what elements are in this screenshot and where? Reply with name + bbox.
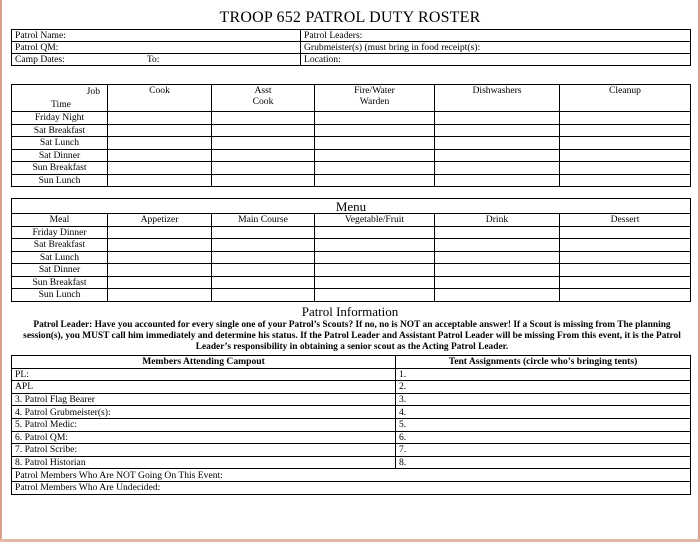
patrol-qm-field[interactable]: Patrol QM: xyxy=(12,42,301,54)
menu-row xyxy=(12,264,691,277)
roster-cell[interactable] xyxy=(108,112,212,125)
menu-col-header: Appetizer xyxy=(108,214,212,227)
member-field[interactable]: APL xyxy=(12,381,396,394)
roster-row xyxy=(12,149,691,162)
member-field[interactable]: 6. Patrol QM: xyxy=(12,431,396,444)
time-label: Time xyxy=(51,99,71,110)
menu-row xyxy=(12,239,691,252)
menu-cell[interactable] xyxy=(108,289,212,302)
menu-cell[interactable] xyxy=(315,226,435,239)
roster-row-label: Sat Breakfast xyxy=(12,124,108,137)
tent-slot[interactable]: 5. xyxy=(396,418,691,431)
roster-cell[interactable] xyxy=(212,137,315,150)
roster-cell[interactable] xyxy=(560,174,691,187)
roster-row xyxy=(12,162,691,175)
page-border-left xyxy=(0,0,2,542)
menu-col-header: Main Course xyxy=(212,214,315,227)
roster-cell[interactable] xyxy=(315,137,435,150)
roster-cell[interactable] xyxy=(315,174,435,187)
menu-cell[interactable] xyxy=(560,289,691,302)
tent-slot[interactable]: 1. xyxy=(396,368,691,381)
menu-row-label: Sun Lunch xyxy=(12,289,108,302)
menu-cell[interactable] xyxy=(560,264,691,277)
roster-col-header xyxy=(435,85,560,112)
roster-col-header xyxy=(212,85,315,112)
menu-cell[interactable] xyxy=(212,264,315,277)
tent-slot[interactable]: 7. xyxy=(396,444,691,457)
menu-cell[interactable] xyxy=(212,226,315,239)
patrol-name-field[interactable]: Patrol Name: xyxy=(12,30,301,42)
roster-cell[interactable] xyxy=(108,149,212,162)
roster-row xyxy=(12,174,691,187)
tent-assignments-header: Tent Assignments (circle who’s bringing tents) xyxy=(396,356,691,369)
roster-cell[interactable] xyxy=(560,149,691,162)
roster-cell[interactable] xyxy=(435,124,560,137)
menu-cell[interactable] xyxy=(435,251,560,264)
roster-row-label: Sat Dinner xyxy=(12,149,108,162)
menu-cell[interactable] xyxy=(560,239,691,252)
tent-slot[interactable]: 4. xyxy=(396,406,691,419)
roster-cell[interactable] xyxy=(560,162,691,175)
menu-cell[interactable] xyxy=(212,276,315,289)
roster-row-label: Sun Lunch xyxy=(12,174,108,187)
roster-cell[interactable] xyxy=(315,162,435,175)
roster-row-label: Friday Night xyxy=(12,112,108,125)
roster-col-header xyxy=(108,85,212,112)
col-header-line: Warden xyxy=(359,96,390,107)
menu-row xyxy=(12,276,691,289)
camp-dates-label: Camp Dates: xyxy=(15,54,65,65)
members-attending-header: Members Attending Campout xyxy=(12,356,396,369)
member-field[interactable]: 8. Patrol Historian xyxy=(12,456,396,469)
member-field[interactable]: 5. Patrol Medic: xyxy=(12,418,396,431)
roster-cell[interactable] xyxy=(108,124,212,137)
duty-roster-table xyxy=(11,84,691,187)
menu-cell[interactable] xyxy=(315,289,435,302)
menu-cell[interactable] xyxy=(315,264,435,277)
menu-cell[interactable] xyxy=(435,289,560,302)
menu-cell[interactable] xyxy=(435,276,560,289)
member-field[interactable]: PL: xyxy=(12,368,396,381)
menu-table xyxy=(11,198,691,302)
col-header-line: Cook xyxy=(252,96,274,107)
tent-slot[interactable]: 3. xyxy=(396,393,691,406)
location-field[interactable]: Location: xyxy=(301,54,691,66)
menu-cell[interactable] xyxy=(212,289,315,302)
menu-row-label: Sat Lunch xyxy=(12,251,108,264)
menu-cell[interactable] xyxy=(560,276,691,289)
menu-title: Menu xyxy=(12,199,691,214)
tent-slot[interactable]: 8. xyxy=(396,456,691,469)
roster-row-label: Sun Breakfast xyxy=(12,162,108,175)
roster-cell[interactable] xyxy=(315,149,435,162)
menu-cell[interactable] xyxy=(108,264,212,277)
menu-row xyxy=(12,251,691,264)
menu-cell[interactable] xyxy=(560,226,691,239)
camp-dates-field[interactable] xyxy=(12,54,301,66)
patrol-info-table xyxy=(11,29,691,66)
menu-col-header: Vegetable/Fruit xyxy=(315,214,435,227)
roster-cell[interactable] xyxy=(315,124,435,137)
menu-col-header: Drink xyxy=(435,214,560,227)
roster-cell[interactable] xyxy=(315,112,435,125)
roster-cell[interactable] xyxy=(435,162,560,175)
roster-cell[interactable] xyxy=(212,124,315,137)
roster-row xyxy=(12,137,691,150)
patrol-information-title: Patrol Information xyxy=(301,304,399,319)
menu-row-label: Sun Breakfast xyxy=(12,276,108,289)
roster-row xyxy=(12,124,691,137)
roster-cell[interactable] xyxy=(560,124,691,137)
col-header-line: Cook xyxy=(149,85,170,96)
menu-cell[interactable] xyxy=(108,226,212,239)
col-header-line: Dishwashers xyxy=(472,85,522,96)
member-field[interactable]: 7. Patrol Scribe: xyxy=(12,444,396,457)
menu-row-label: Friday Dinner xyxy=(12,226,108,239)
roster-cell[interactable] xyxy=(435,174,560,187)
roster-cell[interactable] xyxy=(212,112,315,125)
roster-cell[interactable] xyxy=(212,162,315,175)
col-header-line: Asst xyxy=(254,85,272,96)
roster-cell[interactable] xyxy=(560,112,691,125)
menu-cell[interactable] xyxy=(315,251,435,264)
job-label: Job xyxy=(86,86,100,97)
menu-cell[interactable] xyxy=(108,251,212,264)
roster-row-label: Sat Lunch xyxy=(12,137,108,150)
roster-cell[interactable] xyxy=(108,137,212,150)
menu-cell[interactable] xyxy=(212,239,315,252)
member-field[interactable]: 4. Patrol Grubmeister(s): xyxy=(12,406,396,419)
roster-cell[interactable] xyxy=(560,137,691,150)
document-title: TROOP 652 PATROL DUTY ROSTER xyxy=(219,9,481,26)
menu-cell[interactable] xyxy=(315,276,435,289)
tent-slot[interactable]: 2. xyxy=(396,381,691,394)
menu-col-header: Dessert xyxy=(560,214,691,227)
menu-cell[interactable] xyxy=(108,239,212,252)
col-header-line: Fire/Water xyxy=(354,85,395,96)
patrol-leaders-field[interactable]: Patrol Leaders: xyxy=(301,30,691,42)
menu-row-label: Sat Dinner xyxy=(12,264,108,277)
roster-cell[interactable] xyxy=(435,112,560,125)
members-table xyxy=(11,355,691,495)
roster-cell[interactable] xyxy=(108,174,212,187)
roster-cell[interactable] xyxy=(212,149,315,162)
menu-cell[interactable] xyxy=(435,226,560,239)
menu-row-label: Sat Breakfast xyxy=(12,239,108,252)
undecided-field[interactable]: Patrol Members Who Are Undecided: xyxy=(12,481,691,494)
roster-cell[interactable] xyxy=(212,174,315,187)
roster-cell[interactable] xyxy=(108,162,212,175)
menu-cell[interactable] xyxy=(435,239,560,252)
menu-row xyxy=(12,289,691,302)
patrol-leader-note: Patrol Leader: Have you accounted for every single one of your Patrol’s Scouts? If no, no is NOT an acceptable answer! If a Scout is missing from The planning session(s), you MUST call him immediately and determine his status. If the Patrol Leader and Assistant Patrol Leader will be missing From this event, it is the Patrol Leader’s responsibility in obtaining a senior scout as the Acting Patrol Leader. xyxy=(23,320,681,352)
member-field[interactable]: 3. Patrol Flag Bearer xyxy=(12,393,396,406)
menu-cell[interactable] xyxy=(435,264,560,277)
menu-col-header: Meal xyxy=(12,214,108,227)
tent-slot[interactable]: 6. xyxy=(396,431,691,444)
grubmeisters-field[interactable]: Grubmeister(s) (must bring in food receipt(s): xyxy=(301,42,691,54)
roster-col-header xyxy=(315,85,435,112)
roster-row xyxy=(12,112,691,125)
menu-cell[interactable] xyxy=(560,251,691,264)
to-label: To: xyxy=(146,54,160,65)
col-header-line: Cleanup xyxy=(609,85,641,96)
roster-cell[interactable] xyxy=(435,149,560,162)
roster-col-header xyxy=(560,85,691,112)
menu-row xyxy=(12,226,691,239)
menu-cell[interactable] xyxy=(108,276,212,289)
job-time-header xyxy=(12,85,108,112)
roster-cell[interactable] xyxy=(435,137,560,150)
menu-cell[interactable] xyxy=(212,251,315,264)
menu-cell[interactable] xyxy=(315,239,435,252)
not-going-field[interactable]: Patrol Members Who Are NOT Going On This Event: xyxy=(12,469,691,482)
